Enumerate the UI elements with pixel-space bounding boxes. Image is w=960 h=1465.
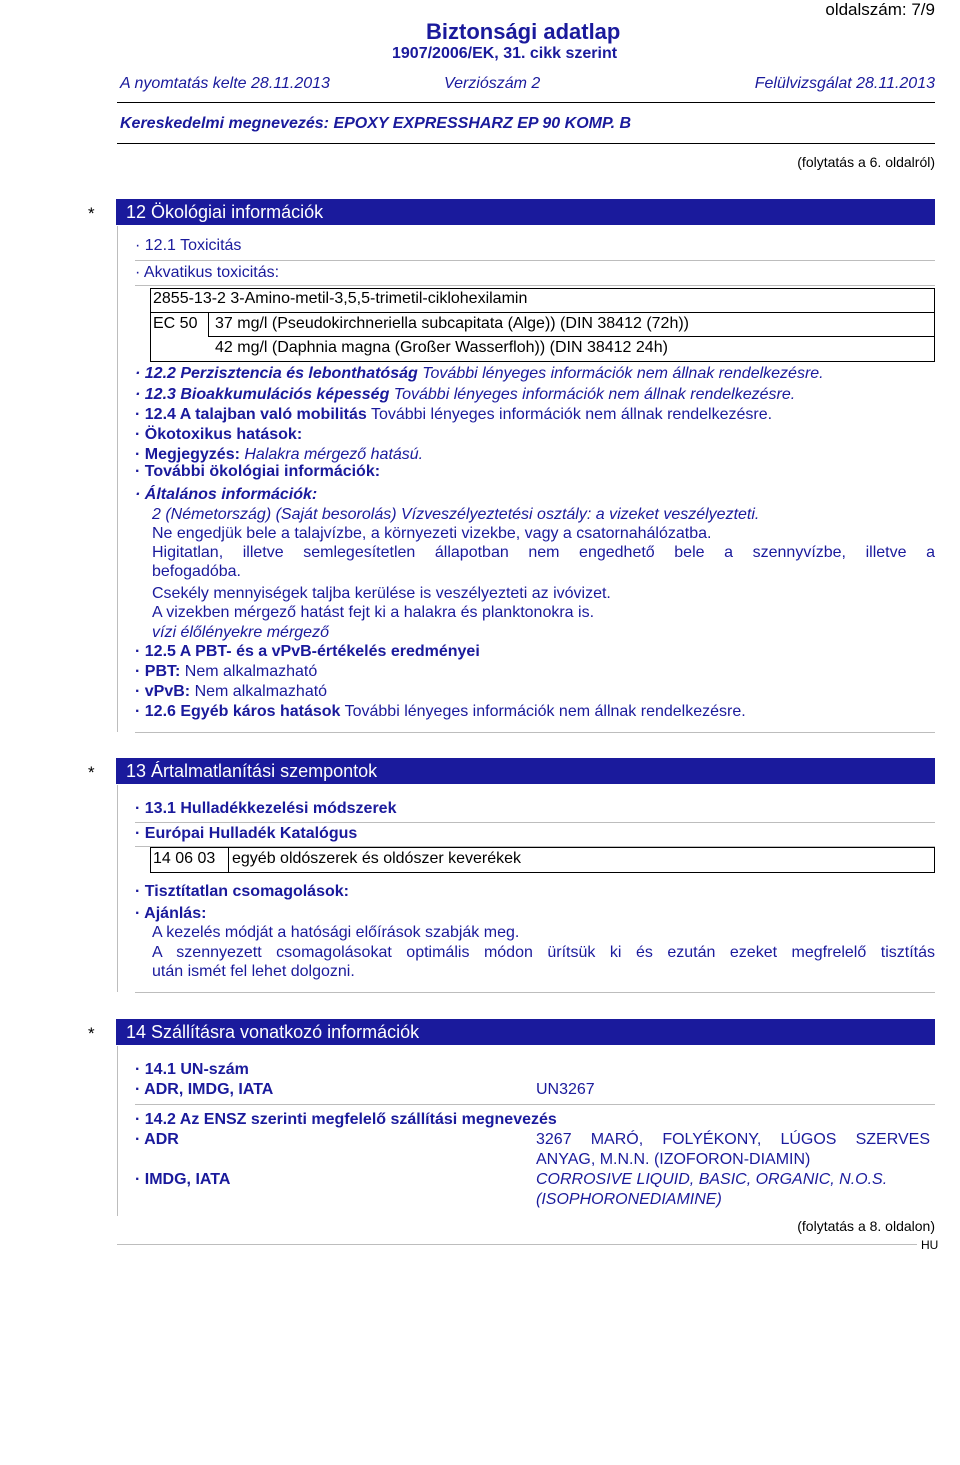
regulation-subtitle: 1907/2006/EK, 31. cikk szerint xyxy=(392,45,618,62)
mobility-label: · 12.4 A talajban való mobilitás xyxy=(135,406,367,423)
waste-catalogue-label: · Európai Hulladék Katalógus xyxy=(135,825,358,842)
continued-to: (folytatás a 8. oldalon) xyxy=(797,1218,935,1234)
section-14-bar xyxy=(116,1019,935,1045)
recommendation-2: A szennyezett csomagolásokat optimális módon ürítsük ki és ezután ezeket megfrelelő tisztítás xyxy=(152,944,935,961)
general-info-2: Ne engedjük bele a talajvízbe, a környezeti vizekbe, vagy a csatornahálózatba. xyxy=(152,525,712,542)
remark-label: · Megjegyzés: xyxy=(135,446,240,463)
general-info-label: · Általános információk: xyxy=(135,486,318,503)
header-rule xyxy=(117,102,935,103)
language-code: HU xyxy=(921,1238,939,1252)
bioaccumulation-line xyxy=(135,386,795,404)
un-number-rule xyxy=(135,1104,935,1105)
change-marker-12: * xyxy=(88,204,95,223)
imdg-iata-value-2: (ISOPHORONEDIAMINE) xyxy=(536,1191,722,1208)
vpvb-line xyxy=(135,683,327,701)
ec50-value-1: 37 mg/l (Pseudokirchneriella subcapitata (Alge)) (DIN 38412 (72h)) xyxy=(215,315,689,332)
review-date: Felülvizsgálat 28.11.2013 xyxy=(754,75,935,92)
aquatic-rule xyxy=(135,285,935,286)
ec50-value-2: 42 mg/l (Daphnia magna (Großer Wasserfloh)) (DIN 38412 24h) xyxy=(215,339,668,356)
toxicity-rule xyxy=(135,260,935,261)
general-info-5: A vizekben mérgező hatást fejt ki a halakra és planktonokra is. xyxy=(152,604,595,621)
general-info-1: 2 (Németország) (Saját besorolás) Vízveszélyeztetési osztály: a vizeket veszélyezteti. xyxy=(152,506,760,523)
un-number-label: · 14.1 UN-szám xyxy=(135,1061,249,1078)
vpvb-value: Nem alkalmazható xyxy=(190,683,328,700)
continued-from: (folytatás a 6. oldalról) xyxy=(797,154,935,170)
un-number-value: UN3267 xyxy=(536,1081,595,1098)
imdg-iata-value-1: CORROSIVE LIQUID, BASIC, ORGANIC, N.O.S. xyxy=(536,1171,888,1188)
waste-code: 14 06 03 xyxy=(153,850,216,867)
waste-methods-rule xyxy=(135,822,935,823)
bioaccumulation-label: · 12.3 Bioakkumulációs képesség xyxy=(135,386,390,403)
section-13-end-rule xyxy=(135,992,935,993)
general-info-3b: befogadóba. xyxy=(152,563,241,580)
adr-value-1: 3267 MARÓ, FOLYÉKONY, LÚGOS SZERVES xyxy=(536,1131,930,1148)
section-14-title: 14 Szállításra vonatkozó információk xyxy=(126,1022,420,1042)
persistence-line xyxy=(135,365,824,383)
change-marker-13: * xyxy=(88,763,95,782)
transport-modes-label: · ADR, IMDG, IATA xyxy=(135,1081,274,1098)
change-marker-14: * xyxy=(88,1024,95,1043)
trade-name: Kereskedelmi megnevezés: EPOXY EXPRESSHARZ EP 90 KOMP. B xyxy=(120,115,632,132)
imdg-iata-label: · IMDG, IATA xyxy=(135,1171,231,1188)
remark-text: Halakra mérgező hatású. xyxy=(239,446,424,463)
recommendation-2b: után ismét fel lehet dolgozni. xyxy=(152,963,355,980)
footer-rule xyxy=(117,1244,917,1245)
other-effects-line xyxy=(135,703,746,721)
section-13-bar xyxy=(116,758,935,784)
trade-name-rule xyxy=(117,143,935,144)
pbt-line xyxy=(135,663,317,681)
general-info-3: Higitatlan, illetve semlegesítetlen állapotban nem engedhető bele a szennyvízbe, illetve a xyxy=(152,544,935,561)
section-13-title: 13 Ártalmatlanítási szempontok xyxy=(126,761,378,781)
shipping-name-label: · 14.2 Az ENSZ szerinti megfelelő szállítási megnevezés xyxy=(135,1111,557,1128)
vpvb-label: · vPvB: xyxy=(135,683,191,700)
other-effects-text: További lényeges információk nem állnak rendelkezésre. xyxy=(340,703,746,720)
bioaccumulation-text: További lényeges információk nem állnak rendelkezésre. xyxy=(389,386,796,403)
pbt-value: Nem alkalmazható xyxy=(180,663,318,680)
other-effects-label: · 12.6 Egyéb káros hatások xyxy=(135,703,341,720)
section-14-side-rule xyxy=(117,1046,118,1216)
toxicity-label: · 12.1 Toxicitás xyxy=(135,237,242,254)
waste-methods-label: · 13.1 Hulladékkezelési módszerek xyxy=(135,800,397,817)
section-12-side-rule xyxy=(117,226,118,732)
section-13-side-rule xyxy=(117,785,118,992)
document-title: Biztonsági adatlap xyxy=(426,19,621,44)
print-date: A nyomtatás kelte 28.11.2013 xyxy=(120,75,330,92)
ec50-label: EC 50 xyxy=(153,315,198,332)
further-eco-label: · További ökológiai információk: xyxy=(135,463,381,480)
pbt-label: · PBT: xyxy=(135,663,181,680)
aquatic-label: · Akvatikus toxicitás: xyxy=(135,264,280,281)
page-number: oldalszám: 7/9 xyxy=(825,0,935,19)
general-info-6: vízi élőlényekre mérgező xyxy=(152,624,329,641)
uncleaned-packaging-label: · Tisztítatlan csomagolások: xyxy=(135,883,349,900)
recommendation-1: A kezelés módját a hatósági előírások szabják meg. xyxy=(152,924,520,941)
version: Verziószám 2 xyxy=(444,75,541,92)
substance-name: 2855-13-2 3-Amino-metil-3,5,5-trimetil-ciklohexilamin xyxy=(153,290,528,307)
waste-code-description: egyéb oldószerek és oldószer keverékek xyxy=(232,850,522,867)
persistence-text: További lényeges információk nem állnak rendelkezésre. xyxy=(417,365,824,382)
section-12-end-rule xyxy=(135,732,935,733)
recommendation-label: · Ajánlás: xyxy=(135,905,207,922)
adr-value-2: ANYAG, M.N.N. (IZOFORON-DIAMIN) xyxy=(536,1151,811,1168)
adr-label: · ADR xyxy=(135,1131,179,1148)
section-12-bar xyxy=(116,199,935,225)
section-12-title: 12 Ökológiai információk xyxy=(126,202,324,222)
general-info-4: Csekély mennyiségek taljba kerülése is veszélyezteti az ivóvizet. xyxy=(152,585,611,602)
remark-line xyxy=(135,446,423,464)
ecotoxic-label: · Ökotoxikus hatások: xyxy=(135,426,303,443)
mobility-line xyxy=(135,406,772,424)
persistence-label: · 12.2 Perzisztencia és lebonthatóság xyxy=(135,365,418,382)
mobility-text: További lényeges információk nem állnak rendelkezésre. xyxy=(366,406,773,423)
pbt-assessment-label: · 12.5 A PBT- és a vPvB-értékelés eredményei xyxy=(135,643,480,660)
